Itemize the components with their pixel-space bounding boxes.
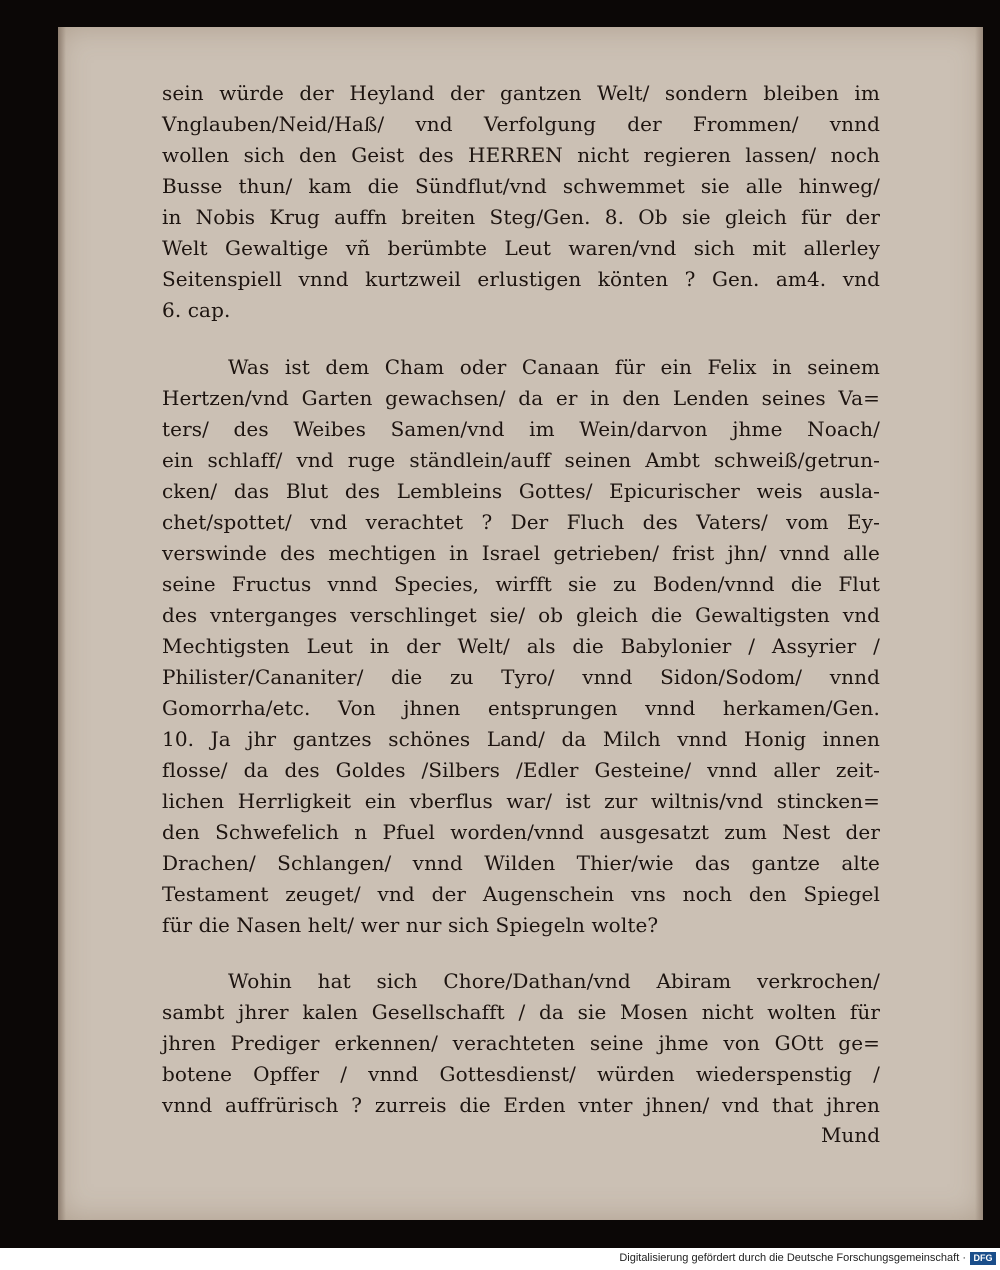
text-line: Mechtigsten Leut in der Welt/ als die Babylonier / Assyrier / xyxy=(162,634,880,658)
text-line: vnnd auffrürisch ? zurreis die Erden vnter jhnen/ vnd that jhren xyxy=(162,1093,880,1117)
text-line: Seitenspiell vnnd kurtzweil erlustigen könten ? Gen. am4. vnd xyxy=(162,267,880,291)
footer-bar xyxy=(0,1248,1000,1270)
funding-credit: Digitalisierung gefördert durch die Deutsche Forschungsgemeinschaft · xyxy=(619,1252,966,1264)
text-line: verswinde des mechtigen in Israel getrieben/ frist jhn/ vnnd alle xyxy=(162,541,880,565)
text-line: Philister/Cananiter/ die zu Tyro/ vnnd Sidon/Sodom/ vnnd xyxy=(162,665,880,689)
text-line: jhren Prediger erkennen/ verachteten seine jhme von GOtt ge= xyxy=(162,1031,880,1055)
text-line: Busse thun/ kam die Sündflut/vnd schwemmet sie alle hinweg/ xyxy=(162,174,880,198)
text-line: chet/spottet/ vnd verachtet ? Der Fluch des Vaters/ vom Ey- xyxy=(162,510,880,534)
text-line: sein würde der Heyland der gantzen Welt/ sondern bleiben im xyxy=(162,81,880,105)
text-line: Vnglauben/Neid/Haß/ vnd Verfolgung der Frommen/ vnnd xyxy=(162,112,880,136)
text-line: Wohin hat sich Chore/Dathan/vnd Abiram verkrochen/ xyxy=(228,969,880,993)
text-line: 10. Ja jhr gantzes schönes Land/ da Milch vnnd Honig innen xyxy=(162,727,880,751)
text-line: cken/ das Blut des Lembleins Gottes/ Epicurischer weis ausla- xyxy=(162,479,880,503)
text-line: lichen Herrligkeit ein vberflus war/ ist zur wiltnis/vnd stincken= xyxy=(162,789,880,813)
dfg-logo: DFG xyxy=(970,1252,996,1265)
text-line: ters/ des Weibes Samen/vnd im Wein/darvon jhme Noach/ xyxy=(162,417,880,441)
text-line: flosse/ da des Goldes /Silbers /Edler Gesteine/ vnnd aller zeit- xyxy=(162,758,880,782)
text-line: Gomorrha/etc. Von jhnen entsprungen vnnd herkamen/Gen. xyxy=(162,696,880,720)
text-line: Drachen/ Schlangen/ vnnd Wilden Thier/wie das gantze alte xyxy=(162,851,880,875)
text-line: in Nobis Krug auffn breiten Steg/Gen. 8. Ob sie gleich für der xyxy=(162,205,880,229)
text-line: seine Fructus vnnd Species, wirfft sie zu Boden/vnnd die Flut xyxy=(162,572,880,596)
text-line: des vnterganges verschlinget sie/ ob gleich die Gewaltigsten vnd xyxy=(162,603,880,627)
page-edge-right xyxy=(975,27,983,1220)
text-line: Testament zeuget/ vnd der Augenschein vns noch den Spiegel xyxy=(162,882,880,906)
text-line: Hertzen/vnd Garten gewachsen/ da er in den Lenden seines Va= xyxy=(162,386,880,410)
page-edge-left xyxy=(58,27,66,1220)
text-line: ein schlaff/ vnd ruge ständlein/auff seinen Ambt schweiß/getrun- xyxy=(162,448,880,472)
text-line: den Schwefelich n Pfuel worden/vnnd ausgesatzt zum Nest der xyxy=(162,820,880,844)
text-line: 6. cap. xyxy=(162,298,231,322)
text-line: wollen sich den Geist des HERREN nicht regieren lassen/ noch xyxy=(162,143,880,167)
text-line: Welt Gewaltige vñ berümbte Leut waren/vnd sich mit allerley xyxy=(162,236,880,260)
text-line: botene Opffer / vnnd Gottesdienst/ würden wiederspenstig / xyxy=(162,1062,880,1086)
text-line: Was ist dem Cham oder Canaan für ein Felix in seinem xyxy=(228,355,880,379)
text-line: für die Nasen helt/ wer nur sich Spiegeln wolte? xyxy=(162,913,659,937)
text-line: sambt jhrer kalen Gesellschafft / da sie Mosen nicht wolten für xyxy=(162,1000,880,1024)
catchword: Mund xyxy=(820,1123,880,1147)
